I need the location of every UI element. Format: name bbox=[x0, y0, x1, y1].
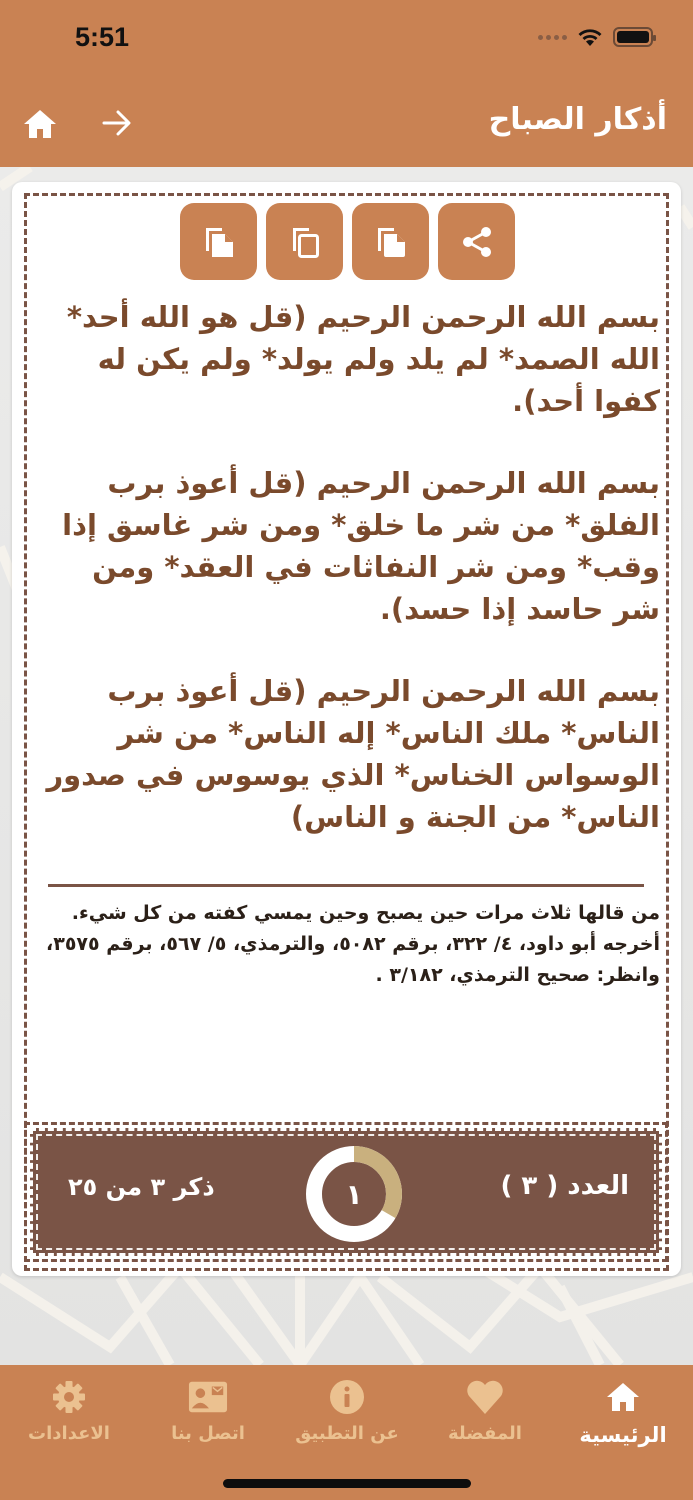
home-icon bbox=[22, 106, 58, 142]
app-header bbox=[0, 80, 693, 167]
dhikr-card bbox=[12, 182, 681, 1276]
repeat-count: العدد ( ٣ ) bbox=[500, 1171, 629, 1201]
wifi-icon bbox=[577, 27, 603, 47]
dhikr-text bbox=[40, 296, 660, 878]
home-button[interactable] bbox=[22, 106, 58, 142]
dhikr-reference: من قالها ثلاث مرات حين يصبح وحين يمسي كفته من كل شيء. أخرجه أبو داود، ٤/ ٣٢٢، برقم ٥٠٨٢، والترمذي، ٥/ ٥٦٧، برقم ٣٥٧٥، وانظر: صحيح الترمذي، ٣/١٨٢ . bbox=[46, 902, 660, 986]
dhikr-progress: ذكر ٣ من ٢٥ bbox=[68, 1173, 215, 1201]
action-buttons bbox=[180, 203, 515, 280]
file-copy-icon bbox=[201, 224, 237, 260]
status-icons bbox=[538, 27, 653, 47]
counter-panel bbox=[30, 1128, 662, 1256]
gear-icon bbox=[51, 1379, 87, 1415]
current-count: ١ bbox=[345, 1177, 363, 1211]
file-copy-icon bbox=[373, 224, 409, 260]
home-icon bbox=[605, 1379, 641, 1415]
share-icon bbox=[459, 224, 495, 260]
info-icon bbox=[329, 1379, 365, 1415]
tab-settings[interactable]: الاعدادات bbox=[4, 1377, 134, 1457]
counter-button[interactable] bbox=[305, 1145, 403, 1243]
copy-file-button[interactable] bbox=[180, 203, 257, 280]
copy-text-button[interactable] bbox=[352, 203, 429, 280]
signal-icon bbox=[538, 35, 567, 40]
share-button[interactable] bbox=[438, 203, 515, 280]
dhikr-paragraph-nas: بسم الله الرحمن الرحيم (قل أعوذ برب الناس* ملك الناس* إله الناس* من شر الوسواس الخناس* الذي يوسوس في صدور الناس* من الجنة و الناس) bbox=[46, 674, 660, 834]
tab-about[interactable]: عن التطبيق bbox=[282, 1377, 412, 1457]
tab-favorites[interactable]: المفضلة bbox=[420, 1377, 550, 1457]
home-indicator bbox=[223, 1479, 471, 1488]
heart-icon bbox=[466, 1379, 504, 1415]
dhikr-paragraph-ikhlas: بسم الله الرحمن الرحيم (قل هو الله أحد* الله الصمد* لم يلد ولم يولد* ولم يكن له كفوا أحد). bbox=[66, 300, 660, 418]
tab-contact[interactable]: اتصل بنا bbox=[143, 1377, 273, 1457]
arrow-right-icon bbox=[100, 106, 134, 140]
battery-icon bbox=[613, 27, 653, 47]
divider bbox=[48, 884, 644, 887]
tab-home[interactable]: الرئيسية bbox=[558, 1377, 688, 1457]
back-button[interactable] bbox=[100, 106, 134, 140]
copy-button[interactable] bbox=[266, 203, 343, 280]
page-title: أذكار الصباح bbox=[488, 102, 667, 137]
status-time: 5:51 bbox=[75, 22, 130, 52]
status-bar bbox=[0, 0, 693, 80]
copy-icon bbox=[287, 224, 323, 260]
dhikr-paragraph-falaq: بسم الله الرحمن الرحيم (قل أعوذ برب الفلق* من شر ما خلق* ومن شر غاسق إذا وقب* ومن شر النفاثات في العقد* ومن شر حاسد إذا حسد). bbox=[62, 466, 660, 626]
contact-card-icon bbox=[188, 1379, 228, 1415]
